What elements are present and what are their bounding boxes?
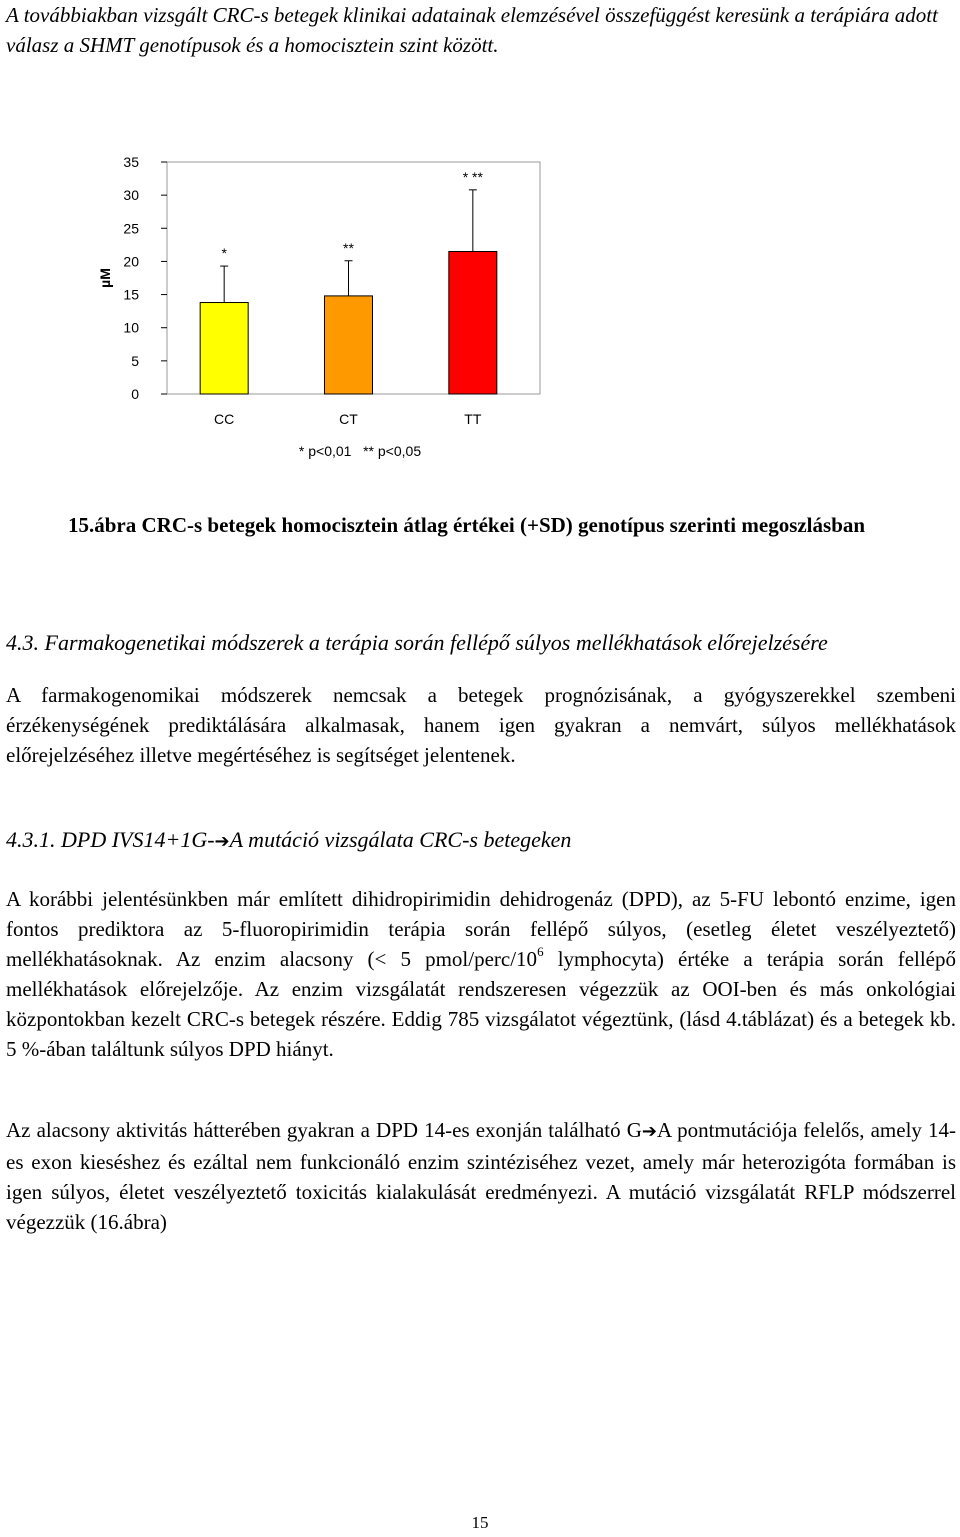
significance-marker: * ** [462,168,483,185]
bars-group [200,169,497,394]
dpd-paragraph-2-text: Az alacsony aktivitás hátterében gyakran a DPD 14-es exonján található G [6,1118,642,1142]
y-tick-label: 5 [131,352,139,369]
dpd-paragraph-2 [6,1115,956,1237]
dpd-paragraph-2-text-cont: A pontmutációja felelős, amely 14-es exon kieséshez és ezáltal nem funkcionáló enzim szintéziséhez vezet, amely már heterozigóta formában is igen súlyos, életet veszélyeztető toxicitás kialakulását eredményezi. A mutáció vizsgálatát RFLP módszerrel végezzük (16.ábra) [6,1118,957,1234]
x-tick-label: CC [214,411,235,427]
y-tick-label: 30 [123,187,139,204]
bar [449,251,497,394]
x-axis-labels [214,411,482,427]
dpd-paragraph-1 [6,884,956,1064]
homocysteine-bar-chart [80,140,560,470]
heading-text-after: A mutáció vizsgálata CRC-s betegeken [229,827,572,852]
heading-text-before: 4.3.1. DPD IVS14+1G- [6,827,215,852]
x-tick-label: TT [464,411,482,427]
dpd-paragraph-1-text-cont: lymphocyta) értéke a terápia során fellépő mellékhatások előrejelzője. Az enzim vizsgálatát rendszeresen végezzük az OOI-ben és más onkológiai központokban kezelt CRC-s betegek részére. Eddig 785 vizsgálatot végeztünk, (lásd 4.táblázat) és a betegek kb. 5 %-ában találtunk súlyos DPD hiányt. [6,947,956,1061]
bar [200,303,248,394]
y-axis [123,154,167,402]
arrow-icon: ➔ [641,1121,657,1142]
y-tick-label: 0 [131,386,139,402]
significance-footnote: * p<0,01 ** p<0,05 [298,443,422,459]
y-tick-label: 35 [123,154,139,170]
y-axis-label: µM [97,268,113,288]
superscript-exponent: 6 [537,944,544,959]
section-heading-4-3-1 [6,825,571,857]
section-4-3-paragraph: A farmakogenomikai módszerek nemcsak a betegek prognózisának, a gyógyszerekkel szembeni érzékenységének prediktálására alkalmasak, hanem igen gyakran a nemvárt, súlyos mellékhatások előrejelzéséhez illetve megértéséhez is segítséget jelentenek. [6,683,956,767]
figure-caption: 15.ábra CRC-s betegek homocisztein átlag értékei (+SD) genotípus szerinti megoszlásban [68,513,866,537]
significance-marker: * [221,245,227,262]
y-tick-label: 15 [123,286,139,303]
section-heading-4-3: 4.3. Farmakogenetikai módszerek a terápia során fellépő súlyos mellékhatások előrejelzésére [6,630,828,655]
y-tick-label: 25 [123,220,139,237]
significance-marker: ** [343,239,354,256]
y-tick-label: 10 [123,319,139,336]
bar [325,296,373,394]
x-tick-label: CT [339,411,358,427]
y-tick-label: 20 [123,253,139,270]
arrow-icon: ➔ [214,831,230,852]
intro-paragraph: A továbbiakban vizsgált CRC-s betegek klinikai adatainak elemzésével összefüggést keresünk a terápiára adott válasz a SHMT genotípusok és a homocisztein szint között. [6,3,938,57]
dpd-paragraph-1-text: A korábbi jelentésünkben már említett dihidropirimidin dehidrogenáz (DPD), az 5-FU lebontó enzime, igen fontos prediktora az 5-fluoropirimidin terápia során fellépő súlyos, (esetleg életet veszélyeztető) mellékhatásoknak. Az enzim alacsony (< 5 pmol/perc/10 [6,887,956,971]
page-number: 15 [471,1513,489,1532]
